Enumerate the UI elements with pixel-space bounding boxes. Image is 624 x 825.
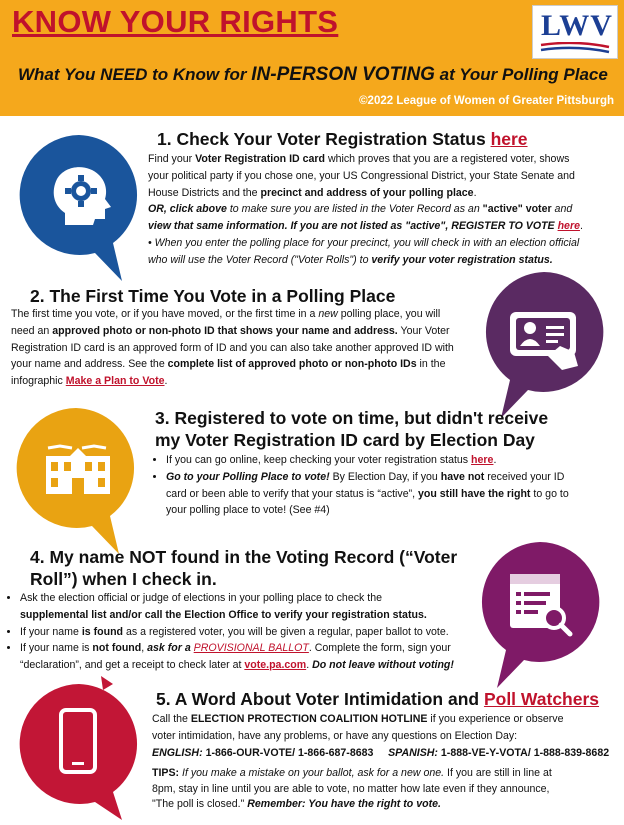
list-item: • Ask the election official or judge of elections in your polling place to check the supplemental list and/or call the Election Office to verify your registration status. — [20, 590, 482, 624]
english-hotline[interactable]: 1-866-OUR-VOTE/ 1-866-687-8683 — [202, 746, 374, 759]
section4-body — [6, 590, 482, 674]
copyright-notice: ©2022 League of Women of Greater Pittsburgh — [359, 95, 614, 107]
lwv-logo: LWV — [532, 5, 618, 59]
section5-icon-bubble — [17, 670, 145, 825]
document-search-icon — [474, 540, 602, 690]
vote-pa-link[interactable]: vote.pa.com — [244, 659, 307, 672]
section4-icon-bubble — [474, 540, 602, 695]
list-item: • If your name is not found, ask for a PROVISIONAL BALLOT. Complete the form, sign your “declaration”, and get a receipt to check later at vote.pa.com. Do not leave without voting! — [20, 640, 482, 674]
register-to-vote-link[interactable]: here — [557, 220, 580, 233]
section5-body: Call the ELECTION PROTECTION COALITION HOTLINE if you experience or observe voter intimidation, have any problems, or have any questions on Election Day: ENGLISH: 1-866-OUR-VOTE/ 1-866-687-8683 SPANISH: 1-888-VE-Y-VOTA/ 1-888-839-8682 — [152, 713, 610, 759]
head-gear-icon — [17, 133, 145, 283]
section4-title: 4. My name NOT found in the Voting Record (“Voter Roll”) when I check in. — [30, 547, 458, 589]
section1-icon-bubble — [17, 133, 145, 288]
phone-icon — [17, 670, 145, 820]
poll-watchers-link[interactable]: Poll Watchers — [483, 689, 600, 709]
section1-body: Find your Voter Registration ID card which proves that you are a registered voter, shows your political party if you chose one, your US Congressional District, your State Senate and House Districts and the precinct and address of your polling place. OR, click above to make sure you are listed in the Voter Record as an "active" voter and view that same information. If you are not listed as "active", REGISTER TO VOTE here. • When you enter the polling place for your precinct, you will check in with an election official who will use the Voter Record ("Voter Rolls") to verify your voter registration status. — [148, 153, 583, 266]
section3-icon-bubble — [14, 406, 142, 561]
provisional-ballot-link[interactable]: PROVISIONAL BALLOT — [193, 642, 309, 655]
list-item: • If you can go online, keep checking your voter registration status here. — [166, 452, 618, 469]
section5-title: 5. A Word About Voter Intimidation and Poll Watchers — [156, 689, 600, 709]
id-card-icon — [478, 270, 606, 420]
section2-title: 2. The First Time You Vote in a Polling Place — [30, 286, 396, 306]
list-item: • If your name is found as a registered voter, you will be given a regular, paper ballot to vote. — [20, 624, 482, 641]
logo-stripes-icon — [539, 42, 611, 54]
building-icon — [14, 406, 142, 556]
check-status-link-2[interactable]: here — [471, 454, 494, 466]
tips-body: TIPS: If you make a mistake on your ballot, ask for a new one. If you are still in line at 8pm, stay in line until you are able to vote, no matter how late even if they announce, "The poll is closed." Remember: You have the right to vote. — [152, 767, 552, 811]
make-a-plan-link[interactable]: Make a Plan to Vote — [65, 375, 165, 388]
section2-body: The first time you vote, or if you have moved, or the first time in a new polling place, you will need an approved photo or non-photo ID that shows your name and address. Your Voter Registration ID card is an approved form of ID and you can also take another approved ID with your name and address. See the complete list of approved photo or non-photo IDs in the infographic Make a Plan to Vote. — [11, 308, 454, 388]
list-item: • Go to your Polling Place to vote! By Election Day, if you have not received your ID card or been able to verify that your status is “active”, you still have the right to go to your polling place to vote! (See #4) — [166, 469, 618, 519]
section1-title: 1. Check Your Voter Registration Status here — [157, 129, 528, 149]
page-subtitle: What You NEED to Know for IN-PERSON VOTING at Your Polling Place — [18, 64, 608, 85]
header-banner — [0, 0, 624, 116]
section3-title: 3. Registered to vote on time, but didn't receive my Voter Registration ID card by Election Day — [155, 408, 549, 450]
spanish-hotline[interactable]: 1-888-VE-Y-VOTA/ 1-888-839-8682 — [437, 746, 610, 759]
section2-icon-bubble — [478, 270, 606, 425]
page-title: KNOW YOUR RIGHTS — [12, 4, 339, 39]
check-status-link[interactable]: here — [490, 129, 528, 149]
section3-body — [152, 452, 618, 519]
